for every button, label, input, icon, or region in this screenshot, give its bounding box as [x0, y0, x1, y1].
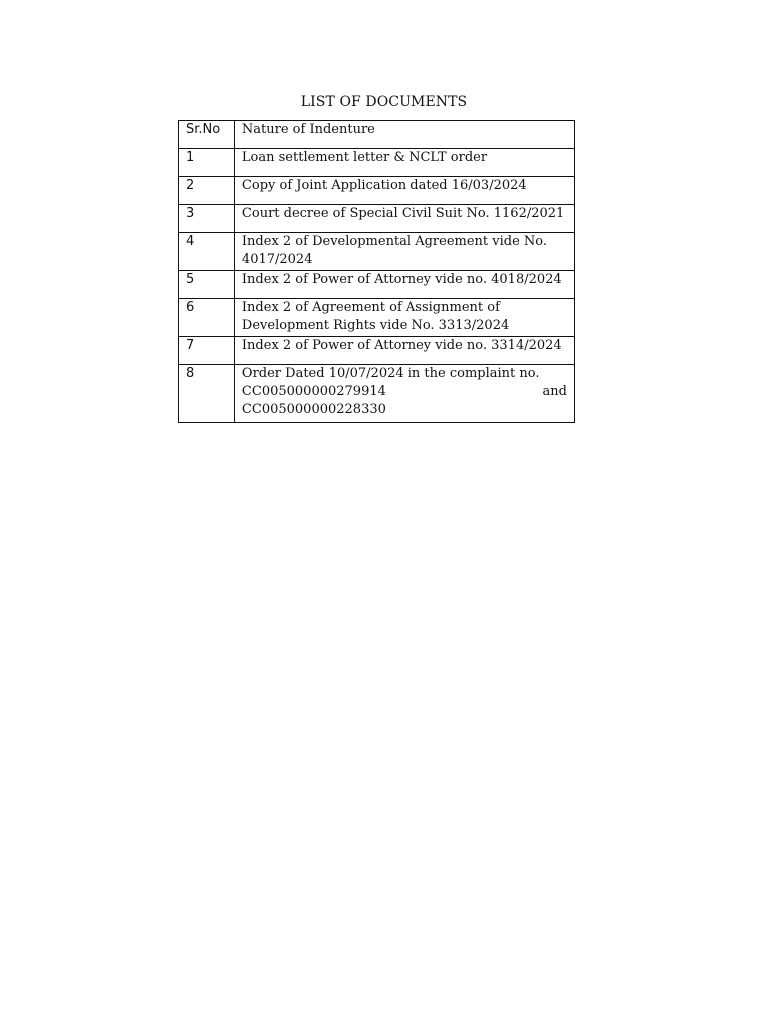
row-nature: Court decree of Special Civil Suit No. 1162/2021	[234, 205, 574, 233]
row-nature	[234, 365, 574, 423]
row-nature-line-1: Order Dated 10/07/2024 in the complaint no. CC005000000279914 and	[241, 366, 567, 399]
row-sr-no: 1	[179, 149, 235, 177]
row-nature: Loan settlement letter & NCLT order	[234, 149, 574, 177]
header-nature-of-indenture: Nature of Indenture	[234, 121, 574, 149]
table-row	[179, 365, 575, 423]
row-nature: Copy of Joint Application dated 16/03/2024	[234, 177, 574, 205]
row-sr-no: 7	[179, 337, 235, 365]
documents-table	[178, 120, 575, 423]
row-sr-no: 8	[179, 365, 235, 423]
row-nature: Index 2 of Agreement of Assignment of Development Rights vide No. 3313/2024	[234, 299, 574, 337]
row-nature: Index 2 of Power of Attorney vide no. 4018/2024	[234, 271, 574, 299]
row-nature: Index 2 of Power of Attorney vide no. 3314/2024	[234, 337, 574, 365]
row-sr-no: 6	[179, 299, 235, 337]
table-row	[179, 271, 575, 299]
header-sr-no: Sr.No	[179, 121, 235, 149]
table-row	[179, 233, 575, 271]
table-row	[179, 177, 575, 205]
table-row	[179, 299, 575, 337]
row-sr-no: 2	[179, 177, 235, 205]
row-sr-no: 5	[179, 271, 235, 299]
row-sr-no: 3	[179, 205, 235, 233]
row-sr-no: 4	[179, 233, 235, 271]
row-nature: Index 2 of Developmental Agreement vide No. 4017/2024	[234, 233, 574, 271]
table-row	[179, 205, 575, 233]
page-title: LIST OF DOCUMENTS	[300, 94, 468, 110]
table-row	[179, 149, 575, 177]
table-header-row	[179, 121, 575, 149]
row-nature-line-2: CC005000000228330	[241, 402, 386, 417]
table-row	[179, 337, 575, 365]
